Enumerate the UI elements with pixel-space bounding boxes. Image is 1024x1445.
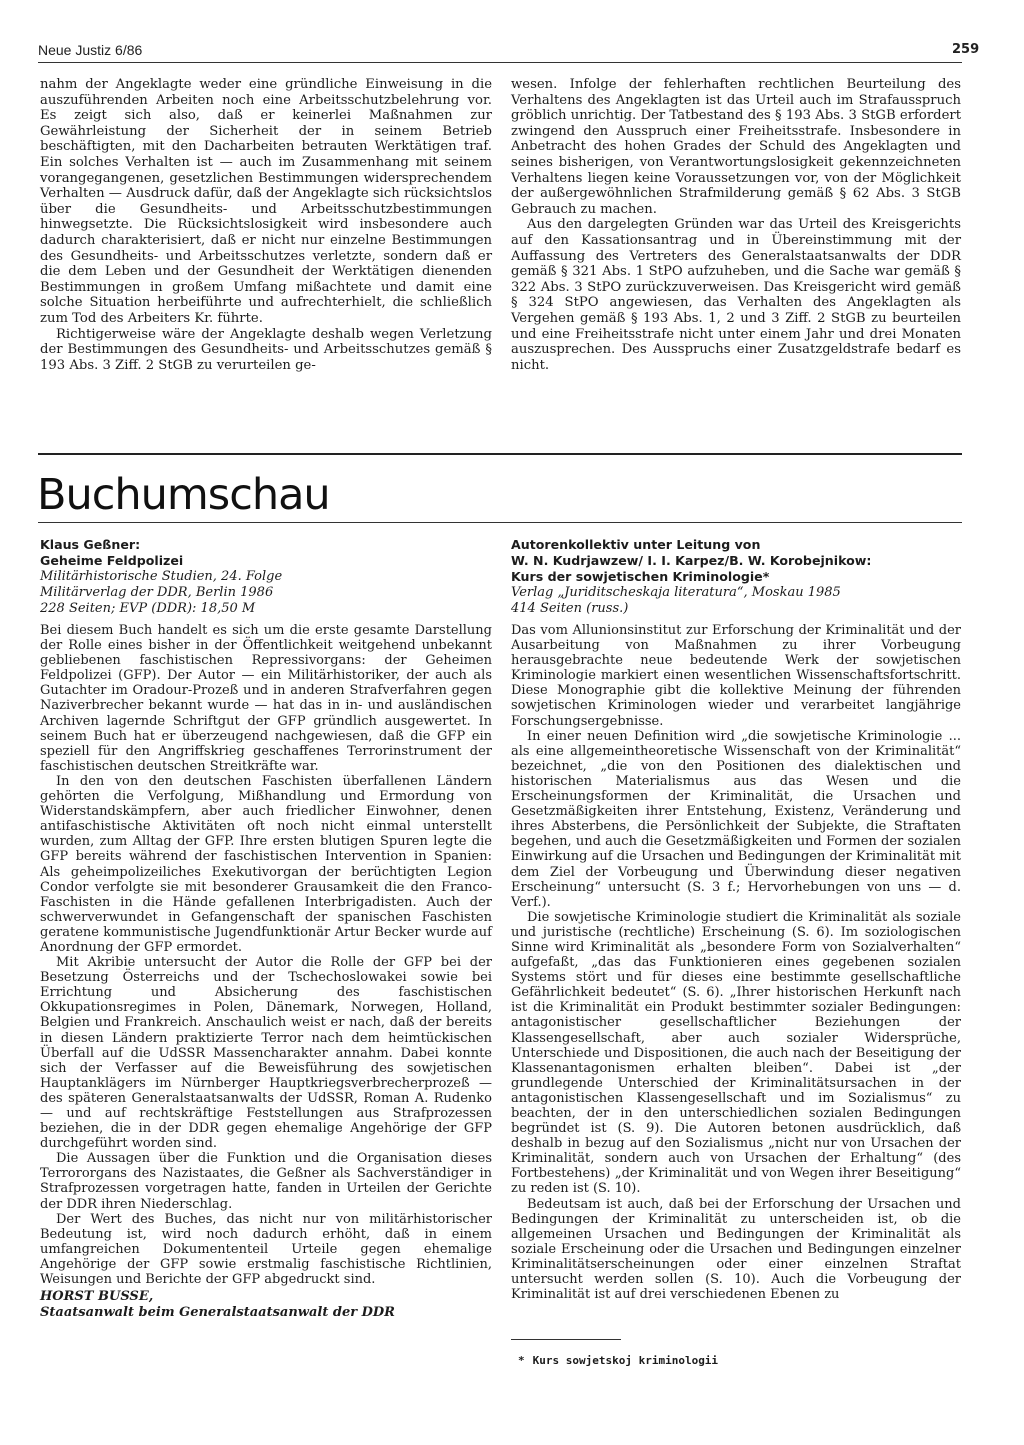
paragraph: In den von den deutschen Faschisten überfallenen Ländern gehörten die Verfolgung, Mißhandlung und Ermordung von Widerstandskämpfern, aber auch friedlicher Einwohner, denen antifaschistische Aktivitäten oft noch nicht einmal unterstellt wurden, zum Alltag der GFP. Ihre ersten blutigen Spuren legte die GFP bereits während der faschistischen Intervention in Spanien: Als geheimpolizeiliches Exekutivorgan der berüchtigten Legion Condor verfolgte sie mit besonderer Grausamkeit die den Franco-Faschisten in die Hände gefallenen Interbrigadisten. Auch der schwerverwundet in Gefangenschaft der spanischen Faschisten geratene kommunistische Jugendfunktionär Artur Becker wurde auf Anordnung der GFP ermordet. <box>40 773 492 955</box>
top-right-column <box>511 77 961 373</box>
paragraph: Aus den dargelegten Gründen war das Urteil des Kreisgerichts auf den Kassationsantrag und in Übereinstimmung mit der Auffassung des Vertreters des Generalstaatsanwalts der DDR gemäß § 321 Abs. 1 StPO aufzuheben, und die Sache war gemäß § 322 Abs. 3 StPO zurückzuverweisen. Das Kreisgericht wird gemäß § 324 StPO angewiesen, das Verhalten des Angeklagten als Vergehen gemäß § 193 Abs. 1, 2 und 3 Ziff. 2 StGB zu beurteilen und eine Freiheitsstrafe nicht unter einem Jahr und drei Monaten auszusprechen. Des Ausspruchs einer Zusatzgeldstrafe bedarf es nicht. <box>511 217 961 373</box>
paragraph: Richtigerweise wäre der Angeklagte deshalb wegen Verletzung der Bestimmungen des Gesundheits- und Arbeitsschutzes gemäß § 193 Abs. 3 Ziff. 2 StGB zu verurteilen ge- <box>40 326 492 373</box>
paragraph: nahm der Angeklagte weder eine gründliche Einweisung in die auszuführenden Arbeiten noch eine Arbeitsschutzbelehrung vor. Es zeigt sich also, daß er keinerlei Maßnahmen zur Gewährleistung der Sicherheit der in seinem Betrieb beschäftigten, mit den Dacharbeiten betrauten Werktätigen traf. Ein solches Verhalten ist — auch im Zusammenhang mit seinem vorangegangenen, gesetzlichen Bestimmungen widersprechendem Verhalten — Ausdruck dafür, daß der Angeklagte sich rücksichtslos über die Gesundheits- und Arbeitsschutzbestimmungen hinwegsetzte. Die Rücksichtslosigkeit wird insbesondere auch dadurch charakterisiert, daß er nicht nur einzelne Bestimmungen des Gesundheits- und Arbeitsschutzes verletzte, sondern daß er die dem Leben und der Gesundheit der Werktätigen dienenden Bestimmungen in großem Umfang mißachtete und damit eine solche Situation herbeiführte und aufrechterhielt, die schließlich zum Tod des Arbeiters Kr. führte. <box>40 77 492 326</box>
review-book-title: Geheime Feldpolizei <box>40 553 184 568</box>
reviewer-name: HORST BUSSE, <box>40 1289 154 1305</box>
header-rule <box>38 62 962 63</box>
page-number: 259 <box>952 42 980 57</box>
review-meta-line: Militärverlag der DDR, Berlin 1986 <box>40 585 274 600</box>
section-rule <box>38 453 962 455</box>
paragraph: wesen. Infolge der fehlerhaften rechtlichen Beurteilung des Verhaltens des Angeklagten ist das Urteil auch im Strafausspruch gröblich unrichtig. Der Tatbestand des § 193 Abs. 3 StGB erfordert zwingend den Ausspruch einer Freiheitsstrafe. Insbesondere in Anbetracht des hohen Grades der Schuld des Angeklagten und seines bisherigen, von Verantwortungslosigkeit gekennzeichneten Verhaltens liegen keine Voraussetzungen vor, von der Möglichkeit der außergewöhnlichen Strafmilderung gemäß § 62 Abs. 3 StGB Gebrauch zu machen. <box>511 77 961 217</box>
paragraph: Bei diesem Buch handelt es sich um die erste gesamte Darstellung der Rolle eines bisher in der Öffentlichkeit weitgehend unbekannt gebliebenen faschistischen Repressivorgans: der Geheimen Feldpolizei (GFP). Der Autor — ein Militärhistoriker, der auch als Gutachter im Oradour-Prozeß und in anderen Strafverfahren gegen Naziverbrecher bekannt wurde — hat das in in- und ausländischen Archiven lagernde Schriftgut der GFP gründlich ausgewertet. In seinem Buch hat er überzeugend nachgewiesen, daß die GFP ein speziell für den Angriffskrieg geschaffenes Terrorinstrument der faschistischen deutschen Streitkräfte war. <box>40 623 492 774</box>
review-authors: W. N. Kudrjawzew/ I. I. Karpez/B. W. Korobejnikow: <box>511 553 872 568</box>
top-left-column <box>40 77 492 373</box>
journal-header: Neue Justiz 6/86 <box>38 42 143 58</box>
review-meta-line: Militärhistorische Studien, 24. Folge <box>40 569 283 584</box>
section-title-rule <box>38 522 962 523</box>
review-meta-line: Verlag „Juriditscheskaja literatura“, Moskau 1985 <box>511 585 841 600</box>
footnote-text: Kurs sowjetskoj kriminologii <box>532 1354 719 1367</box>
review-book-title: Kurs der sowjetischen Kriminologie* <box>511 569 770 584</box>
paragraph: Die Aussagen über die Funktion und die Organisation dieses Terrororgans des Nazistaates, die Geßner als Sachverständiger in Strafprozessen vorgetragen hatte, fanden in Urteilen der Gerichte der DDR ihren Niederschlag. <box>40 1151 492 1212</box>
reviewer-title: Staatsanwalt beim Generalstaatsanwalt der DDR <box>40 1305 395 1321</box>
review-editors: Autorenkollektiv unter Leitung von <box>511 537 761 552</box>
paragraph: Bedeutsam ist auch, daß bei der Erforschung der Ursachen und Bedingungen der Kriminalität zu unterscheiden ist, ob die allgemeinen Ursachen und Bedingungen der Kriminalität als soziale Erscheinung oder die Ursachen und Bedingungen einzelner Kriminalitätserscheinungen oder einer einzelnen Straftat untersucht werden sollen (S. 10). Auch die Vorbeugung der Kriminalität ist auf drei verschiedenen Ebenen zu <box>511 1196 961 1303</box>
review-meta-line: 228 Seiten; EVP (DDR): 18,50 M <box>40 601 256 616</box>
review-author: Klaus Geßner: <box>40 537 141 552</box>
footnote-mark: * <box>518 1354 525 1367</box>
review-meta-line: 414 Seiten (russ.) <box>511 601 629 616</box>
section-title: Buchumschau <box>37 470 330 520</box>
paragraph: Der Wert des Buches, das nicht nur von militärhistorischer Bedeutung ist, wird noch dadurch erhöht, daß in einem umfangreichen Dokumententeil Urteile gegen ehemalige Angehörige der GFP sowie erstmalig faschistische Richtlinien, Weisungen und Berichte der GFP abgedruckt sind. <box>40 1211 492 1288</box>
footnote-rule <box>511 1339 621 1340</box>
review-right <box>511 537 961 1302</box>
paragraph: Die sowjetische Kriminologie studiert die Kriminalität als soziale und juristische (rechtliche) Erscheinung (S. 6). Im soziologischen Sinne wird Kriminalität als „besondere Form von Sozialverhalten“ aufgefaßt, „das das Funktionieren eines gegebenen sozialen Systems stört und für dieses eine bestimmte gesellschaftliche Gefährlichkeit bedeutet“ (S. 6). „Ihrer historischen Herkunft nach ist die Kriminalität ein Produkt bestimmter sozialer Bedingungen: antagonistischer gesellschaftlicher Beziehungen der Klassengesellschaft, aber auch sozialer Widersprüche, Unterschiede und Dispositionen, die auch nach der Beseitigung der Klassenantagonismen erhalten bleiben“. Dabei ist „der grundlegende Unterschied der Kriminalitätsursachen in der antagonistischen Klassengesellschaft und im Sozialismus“ zu beachten, der in den unterschiedlichen sozialen Bedingungen begründet ist (S. 9). Die Autoren betonen ausdrücklich, daß deshalb in bezug auf den Sozialismus „nicht nur von Ursachen der Kriminalität, sondern auch von Ursachen der Erhaltung“ (des Fortbestehens) „der Kriminalität und von Wegen ihrer Beseitigung“ zu reden ist (S. 10). <box>511 909 961 1197</box>
paragraph: Mit Akribie untersucht der Autor die Rolle der GFP bei der Besetzung Österreichs und der Tschechoslowakei sowie bei Errichtung und Absicherung des faschistischen Okkupationsregimes in Polen, Dänemark, Norwegen, Holland, Belgien und Frankreich. Anschaulich weist er nach, daß der bereits in diesen Ländern praktizierte Terror nach dem heimtückischen Überfall auf die UdSSR Massencharakter annahm. Dabei konnte sich der Verfasser auf die Beweisführung des sowjetischen Hauptanklägers im Nürnberger Hauptkriegsverbrecherprozeß — des späteren Generalstaatsanwalts der UdSSR, Roman A. Rudenko — und auf rechtskräftige Feststellungen aus Strafprozessen beziehen, die in der DDR gegen ehemalige Angehörige der GFP durchgeführt worden sind. <box>40 955 492 1152</box>
paragraph: Das vom Allunionsinstitut zur Erforschung der Kriminalität und der Ausarbeitung von Maßnahmen zu ihrer Vorbeugung herausgebrachte neue bedeutende Werk der sowjetischen Kriminologie markiert einen wesentlichen Wissenschaftsfortschritt. Diese Monographie gibt die kollektive Meinung der führenden sowjetischen Kriminologen wieder und verarbeitet langjährige Forschungsergebnisse. <box>511 623 961 729</box>
review-left <box>40 537 492 1321</box>
paragraph: In einer neuen Definition wird „die sowjetische Kriminologie ... als eine allgemeintheoretische Wissenschaft von der Kriminalität“ bezeichnet, „die von den Positionen des dialektischen und historischen Materialismus aus das Wesen und die Erscheinungsformen der Kriminalität, die Ursachen und Gesetzmäßigkeiten ihrer Entstehung, Existenz, Veränderung und ihres Absterbens, die Persönlichkeit der Subjekte, die Straftaten begehen, und auch die Gesetzmäßigkeiten und Formen der sozialen Einwirkung auf die Ursachen und Bedingungen der Kriminalität mit dem Ziel der Vorbeugung und Überwindung dieser negativen Erscheinung“ untersucht (S. 3 f.; Hervorhebungen von uns — d. Verf.). <box>511 728 961 910</box>
footnote <box>518 1354 718 1367</box>
